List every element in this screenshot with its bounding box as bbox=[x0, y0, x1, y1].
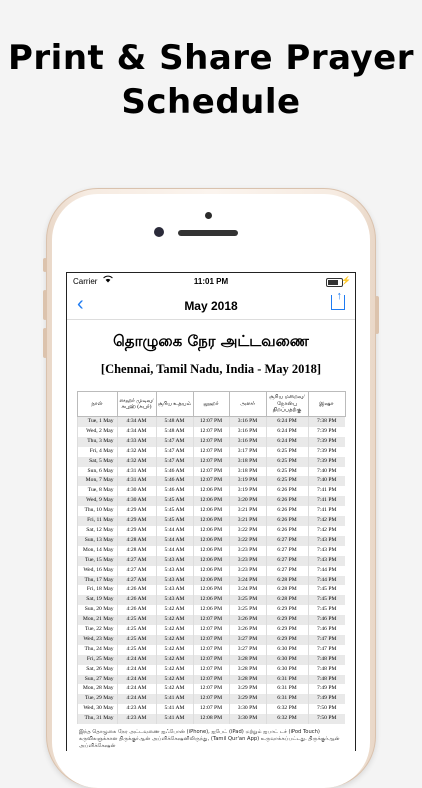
time-cell: 3:30 PM bbox=[229, 714, 266, 724]
table-row bbox=[77, 467, 345, 477]
time-cell: 5:43 AM bbox=[156, 585, 193, 595]
time-cell: 12:06 PM bbox=[193, 585, 229, 595]
time-cell: 3:27 PM bbox=[229, 645, 266, 655]
date-cell: Tue, 1 May bbox=[77, 417, 117, 427]
time-cell: 12:07 PM bbox=[193, 437, 229, 447]
time-cell: 7:49 PM bbox=[308, 694, 345, 704]
date-cell: Tue, 22 May bbox=[77, 625, 117, 635]
mute-switch bbox=[43, 258, 47, 272]
time-cell: 7:50 PM bbox=[308, 714, 345, 724]
time-cell: 4:31 AM bbox=[117, 476, 156, 486]
time-cell: 12:06 PM bbox=[193, 506, 229, 516]
time-cell: 3:30 PM bbox=[229, 704, 266, 714]
column-header: சூரிய மறைவு/ நோன்பு திறப்பதற்கு bbox=[266, 392, 308, 417]
time-cell: 7:44 PM bbox=[308, 576, 345, 586]
date-cell: Wed, 30 May bbox=[77, 704, 117, 714]
date-cell: Fri, 18 May bbox=[77, 585, 117, 595]
time-cell: 7:48 PM bbox=[308, 665, 345, 675]
time-cell: 12:07 PM bbox=[193, 645, 229, 655]
time-cell: 3:21 PM bbox=[229, 506, 266, 516]
time-cell: 7:49 PM bbox=[308, 684, 345, 694]
time-cell: 3:16 PM bbox=[229, 417, 266, 427]
table-row bbox=[77, 635, 345, 645]
time-cell: 5:43 AM bbox=[156, 556, 193, 566]
time-cell: 4:24 AM bbox=[117, 684, 156, 694]
time-cell: 7:48 PM bbox=[308, 675, 345, 685]
time-cell: 4:32 AM bbox=[117, 457, 156, 467]
time-cell: 6:25 PM bbox=[266, 467, 308, 477]
front-camera bbox=[154, 227, 164, 237]
time-cell: 6:24 PM bbox=[266, 427, 308, 437]
time-cell: 7:46 PM bbox=[308, 625, 345, 635]
volume-down-button bbox=[43, 328, 47, 358]
time-cell: 4:24 AM bbox=[117, 694, 156, 704]
time-cell: 12:06 PM bbox=[193, 546, 229, 556]
time-cell: 3:21 PM bbox=[229, 516, 266, 526]
time-cell: 3:23 PM bbox=[229, 566, 266, 576]
time-cell: 12:06 PM bbox=[193, 595, 229, 605]
time-cell: 12:07 PM bbox=[193, 694, 229, 704]
time-cell: 7:47 PM bbox=[308, 645, 345, 655]
time-cell: 3:20 PM bbox=[229, 496, 266, 506]
time-cell: 3:26 PM bbox=[229, 615, 266, 625]
time-cell: 4:31 AM bbox=[117, 467, 156, 477]
time-cell: 7:41 PM bbox=[308, 486, 345, 496]
time-cell: 6:24 PM bbox=[266, 417, 308, 427]
time-cell: 7:46 PM bbox=[308, 615, 345, 625]
table-body bbox=[77, 417, 345, 725]
date-cell: Fri, 11 May bbox=[77, 516, 117, 526]
table-row bbox=[77, 675, 345, 685]
time-cell: 5:44 AM bbox=[156, 546, 193, 556]
time-cell: 4:26 AM bbox=[117, 585, 156, 595]
time-cell: 5:42 AM bbox=[156, 605, 193, 615]
time-cell: 6:27 PM bbox=[266, 546, 308, 556]
time-cell: 7:39 PM bbox=[308, 427, 345, 437]
time-cell: 6:26 PM bbox=[266, 516, 308, 526]
time-cell: 12:08 PM bbox=[193, 714, 229, 724]
time-cell: 4:26 AM bbox=[117, 595, 156, 605]
time-cell: 7:40 PM bbox=[308, 467, 345, 477]
proximity-sensor bbox=[205, 212, 212, 219]
table-row bbox=[77, 694, 345, 704]
table-row bbox=[77, 585, 345, 595]
time-cell: 4:34 AM bbox=[117, 417, 156, 427]
time-cell: 6:28 PM bbox=[266, 585, 308, 595]
time-cell: 12:06 PM bbox=[193, 486, 229, 496]
table-row bbox=[77, 536, 345, 546]
time-cell: 12:07 PM bbox=[193, 625, 229, 635]
time-cell: 7:39 PM bbox=[308, 447, 345, 457]
time-cell: 6:26 PM bbox=[266, 486, 308, 496]
time-cell: 12:07 PM bbox=[193, 476, 229, 486]
table-row bbox=[77, 566, 345, 576]
column-header: இஷா bbox=[308, 392, 345, 417]
time-cell: 7:42 PM bbox=[308, 516, 345, 526]
time-cell: 5:47 AM bbox=[156, 447, 193, 457]
table-row bbox=[77, 665, 345, 675]
time-cell: 5:44 AM bbox=[156, 536, 193, 546]
time-cell: 5:42 AM bbox=[156, 684, 193, 694]
time-cell: 3:23 PM bbox=[229, 546, 266, 556]
time-cell: 3:24 PM bbox=[229, 576, 266, 586]
nav-title: May 2018 bbox=[184, 299, 238, 313]
time-cell: 12:06 PM bbox=[193, 576, 229, 586]
time-cell: 6:31 PM bbox=[266, 694, 308, 704]
time-cell: 3:24 PM bbox=[229, 585, 266, 595]
promo-headline bbox=[0, 36, 422, 124]
time-cell: 6:31 PM bbox=[266, 675, 308, 685]
time-cell: 7:41 PM bbox=[308, 506, 345, 516]
prayer-document bbox=[71, 320, 351, 751]
navigation-bar bbox=[67, 291, 355, 320]
time-cell: 4:29 AM bbox=[117, 526, 156, 536]
time-cell: 12:07 PM bbox=[193, 427, 229, 437]
time-cell: 4:32 AM bbox=[117, 447, 156, 457]
time-cell: 12:07 PM bbox=[193, 467, 229, 477]
time-cell: 4:29 AM bbox=[117, 516, 156, 526]
time-cell: 6:30 PM bbox=[266, 645, 308, 655]
time-cell: 3:19 PM bbox=[229, 486, 266, 496]
time-cell: 4:24 AM bbox=[117, 655, 156, 665]
time-cell: 4:24 AM bbox=[117, 665, 156, 675]
time-cell: 7:43 PM bbox=[308, 536, 345, 546]
date-cell: Mon, 21 May bbox=[77, 615, 117, 625]
time-cell: 6:26 PM bbox=[266, 506, 308, 516]
date-cell: Mon, 7 May bbox=[77, 476, 117, 486]
date-cell: Sat, 19 May bbox=[77, 595, 117, 605]
time-cell: 6:26 PM bbox=[266, 526, 308, 536]
time-cell: 7:43 PM bbox=[308, 546, 345, 556]
date-cell: Sun, 6 May bbox=[77, 467, 117, 477]
table-row bbox=[77, 457, 345, 467]
time-cell: 7:45 PM bbox=[308, 585, 345, 595]
time-cell: 6:27 PM bbox=[266, 556, 308, 566]
date-cell: Tue, 15 May bbox=[77, 556, 117, 566]
table-row bbox=[77, 447, 345, 457]
time-cell: 6:29 PM bbox=[266, 635, 308, 645]
time-cell: 6:27 PM bbox=[266, 566, 308, 576]
time-cell: 3:28 PM bbox=[229, 665, 266, 675]
column-header: சூரிய உதயம் bbox=[156, 392, 193, 417]
date-cell: Mon, 28 May bbox=[77, 684, 117, 694]
time-cell: 12:07 PM bbox=[193, 635, 229, 645]
time-cell: 6:28 PM bbox=[266, 595, 308, 605]
time-cell: 4:23 AM bbox=[117, 714, 156, 724]
time-cell: 5:41 AM bbox=[156, 704, 193, 714]
document-title: தொழுகை நேர அட்டவணை bbox=[113, 332, 309, 350]
table-row bbox=[77, 615, 345, 625]
table-header-row bbox=[77, 392, 345, 417]
date-cell: Wed, 16 May bbox=[77, 566, 117, 576]
time-cell: 7:39 PM bbox=[308, 437, 345, 447]
time-cell: 12:07 PM bbox=[193, 615, 229, 625]
time-cell: 6:28 PM bbox=[266, 576, 308, 586]
date-cell: Wed, 9 May bbox=[77, 496, 117, 506]
table-row bbox=[77, 476, 345, 486]
table-row bbox=[77, 714, 345, 724]
time-cell: 12:07 PM bbox=[193, 655, 229, 665]
table-row bbox=[77, 605, 345, 615]
date-cell: Wed, 2 May bbox=[77, 427, 117, 437]
date-cell: Mon, 14 May bbox=[77, 546, 117, 556]
time-cell: 5:45 AM bbox=[156, 506, 193, 516]
date-cell: Fri, 25 May bbox=[77, 655, 117, 665]
document-subtitle: [Chennai, Tamil Nadu, India - May 2018] bbox=[100, 362, 322, 376]
time-cell: 5:47 AM bbox=[156, 457, 193, 467]
prayer-times-table bbox=[77, 391, 346, 724]
time-cell: 7:42 PM bbox=[308, 526, 345, 536]
time-cell: 6:30 PM bbox=[266, 655, 308, 665]
time-cell: 5:48 AM bbox=[156, 417, 193, 427]
time-cell: 6:32 PM bbox=[266, 714, 308, 724]
date-cell: Sun, 27 May bbox=[77, 675, 117, 685]
time-cell: 5:42 AM bbox=[156, 645, 193, 655]
time-cell: 6:29 PM bbox=[266, 605, 308, 615]
time-cell: 7:40 PM bbox=[308, 476, 345, 486]
time-cell: 6:25 PM bbox=[266, 457, 308, 467]
time-cell: 12:06 PM bbox=[193, 556, 229, 566]
time-cell: 4:26 AM bbox=[117, 605, 156, 615]
date-cell: Thu, 3 May bbox=[77, 437, 117, 447]
date-cell: Sun, 20 May bbox=[77, 605, 117, 615]
time-cell: 5:42 AM bbox=[156, 675, 193, 685]
time-cell: 4:23 AM bbox=[117, 704, 156, 714]
table-row bbox=[77, 576, 345, 586]
time-cell: 4:33 AM bbox=[117, 437, 156, 447]
time-cell: 12:06 PM bbox=[193, 496, 229, 506]
time-cell: 4:30 AM bbox=[117, 486, 156, 496]
time-cell: 4:28 AM bbox=[117, 536, 156, 546]
status-time: 11:01 PM bbox=[193, 277, 229, 286]
time-cell: 12:07 PM bbox=[193, 675, 229, 685]
time-cell: 4:25 AM bbox=[117, 635, 156, 645]
time-cell: 4:24 AM bbox=[117, 675, 156, 685]
time-cell: 7:41 PM bbox=[308, 496, 345, 506]
time-cell: 5:46 AM bbox=[156, 486, 193, 496]
table-row bbox=[77, 595, 345, 605]
table-row bbox=[77, 625, 345, 635]
time-cell: 6:32 PM bbox=[266, 704, 308, 714]
time-cell: 4:30 AM bbox=[117, 496, 156, 506]
table-row bbox=[77, 496, 345, 506]
time-cell: 4:28 AM bbox=[117, 546, 156, 556]
time-cell: 3:28 PM bbox=[229, 675, 266, 685]
time-cell: 5:47 AM bbox=[156, 437, 193, 447]
time-cell: 6:30 PM bbox=[266, 665, 308, 675]
time-cell: 7:39 PM bbox=[308, 457, 345, 467]
time-cell: 12:07 PM bbox=[193, 417, 229, 427]
time-cell: 3:28 PM bbox=[229, 655, 266, 665]
time-cell: 12:07 PM bbox=[193, 447, 229, 457]
time-cell: 12:06 PM bbox=[193, 605, 229, 615]
time-cell: 3:29 PM bbox=[229, 684, 266, 694]
time-cell: 6:31 PM bbox=[266, 684, 308, 694]
time-cell: 7:38 PM bbox=[308, 417, 345, 427]
charging-bolt-icon: ⚡ bbox=[341, 276, 351, 285]
time-cell: 6:25 PM bbox=[266, 447, 308, 457]
time-cell: 6:27 PM bbox=[266, 536, 308, 546]
time-cell: 3:18 PM bbox=[229, 457, 266, 467]
time-cell: 6:29 PM bbox=[266, 615, 308, 625]
time-cell: 5:44 AM bbox=[156, 526, 193, 536]
table-row bbox=[77, 516, 345, 526]
table-row bbox=[77, 556, 345, 566]
volume-up-button bbox=[43, 290, 47, 320]
time-cell: 7:45 PM bbox=[308, 595, 345, 605]
time-cell: 12:06 PM bbox=[193, 536, 229, 546]
time-cell: 3:18 PM bbox=[229, 467, 266, 477]
time-cell: 5:41 AM bbox=[156, 694, 193, 704]
table-row bbox=[77, 645, 345, 655]
date-cell: Wed, 23 May bbox=[77, 635, 117, 645]
headline-line-1: Print & Share Prayer bbox=[8, 38, 414, 78]
document-footnote: இந்த தொழுகை நேர அட்டவணை ஐஃபோன் (iPhone), ஐபேட் (iPad) மற்றும் ஐபாட் டச் (iPod Touch) கருவிகளுக்கான திருக்குர்ஆன் அப்ளிக்கேஷனிலிருந்து, (Tamil Qur'an App) உருவாக்கப்பட்டது. திருக்குர்ஆன் அப்ளிக்கேஷன் bbox=[79, 729, 340, 750]
time-cell: 3:19 PM bbox=[229, 476, 266, 486]
table-row bbox=[77, 486, 345, 496]
time-cell: 4:27 AM bbox=[117, 566, 156, 576]
time-cell: 3:23 PM bbox=[229, 556, 266, 566]
column-header: ஸஹர் முடிவு/ சுபுஹ் (சுபுர்) bbox=[117, 392, 156, 417]
date-cell: Thu, 10 May bbox=[77, 506, 117, 516]
time-cell: 3:29 PM bbox=[229, 694, 266, 704]
share-arrow-icon[interactable]: ↑ bbox=[336, 290, 342, 302]
time-cell: 4:34 AM bbox=[117, 427, 156, 437]
time-cell: 4:29 AM bbox=[117, 506, 156, 516]
time-cell: 5:42 AM bbox=[156, 655, 193, 665]
carrier-label: Carrier bbox=[73, 277, 98, 286]
time-cell: 4:25 AM bbox=[117, 615, 156, 625]
date-cell: Sun, 13 May bbox=[77, 536, 117, 546]
time-cell: 6:26 PM bbox=[266, 496, 308, 506]
time-cell: 5:43 AM bbox=[156, 566, 193, 576]
time-cell: 7:44 PM bbox=[308, 566, 345, 576]
time-cell: 4:25 AM bbox=[117, 625, 156, 635]
time-cell: 3:25 PM bbox=[229, 605, 266, 615]
time-cell: 12:06 PM bbox=[193, 566, 229, 576]
date-cell: Thu, 17 May bbox=[77, 576, 117, 586]
date-cell: Sat, 12 May bbox=[77, 526, 117, 536]
time-cell: 3:26 PM bbox=[229, 625, 266, 635]
time-cell: 5:45 AM bbox=[156, 496, 193, 506]
time-cell: 3:16 PM bbox=[229, 427, 266, 437]
time-cell: 12:07 PM bbox=[193, 704, 229, 714]
earpiece-speaker bbox=[178, 230, 238, 236]
time-cell: 3:22 PM bbox=[229, 526, 266, 536]
time-cell: 5:43 AM bbox=[156, 595, 193, 605]
date-cell: Tue, 8 May bbox=[77, 486, 117, 496]
time-cell: 4:27 AM bbox=[117, 556, 156, 566]
table-row bbox=[77, 437, 345, 447]
time-cell: 3:25 PM bbox=[229, 595, 266, 605]
time-cell: 5:46 AM bbox=[156, 467, 193, 477]
time-cell: 12:07 PM bbox=[193, 684, 229, 694]
share-icon[interactable] bbox=[331, 295, 345, 310]
time-cell: 5:42 AM bbox=[156, 635, 193, 645]
time-cell: 6:29 PM bbox=[266, 625, 308, 635]
time-cell: 5:48 AM bbox=[156, 427, 193, 437]
time-cell: 12:07 PM bbox=[193, 457, 229, 467]
column-header: அஸர் bbox=[229, 392, 266, 417]
time-cell: 3:22 PM bbox=[229, 536, 266, 546]
time-cell: 12:06 PM bbox=[193, 516, 229, 526]
headline-line-2: Schedule bbox=[121, 82, 301, 122]
time-cell: 5:42 AM bbox=[156, 615, 193, 625]
time-cell: 7:47 PM bbox=[308, 635, 345, 645]
date-cell: Sat, 5 May bbox=[77, 457, 117, 467]
power-button bbox=[375, 296, 379, 334]
time-cell: 5:42 AM bbox=[156, 625, 193, 635]
time-cell: 5:43 AM bbox=[156, 576, 193, 586]
time-cell: 4:25 AM bbox=[117, 645, 156, 655]
table-row bbox=[77, 704, 345, 714]
date-cell: Sat, 26 May bbox=[77, 665, 117, 675]
time-cell: 5:42 AM bbox=[156, 665, 193, 675]
time-cell: 7:50 PM bbox=[308, 704, 345, 714]
time-cell: 6:24 PM bbox=[266, 437, 308, 447]
date-cell: Thu, 24 May bbox=[77, 645, 117, 655]
date-cell: Fri, 4 May bbox=[77, 447, 117, 457]
back-chevron-icon[interactable]: ‹ bbox=[77, 293, 84, 315]
table-row bbox=[77, 684, 345, 694]
table-row bbox=[77, 506, 345, 516]
column-header: லுஹர் bbox=[193, 392, 229, 417]
table-row bbox=[77, 417, 345, 427]
time-cell: 5:41 AM bbox=[156, 714, 193, 724]
time-cell: 5:45 AM bbox=[156, 516, 193, 526]
time-cell: 5:46 AM bbox=[156, 476, 193, 486]
table-row bbox=[77, 655, 345, 665]
time-cell: 12:06 PM bbox=[193, 526, 229, 536]
time-cell: 7:45 PM bbox=[308, 605, 345, 615]
column-header: நாள் bbox=[77, 392, 117, 417]
table-row bbox=[77, 427, 345, 437]
time-cell: 3:16 PM bbox=[229, 437, 266, 447]
table-row bbox=[77, 546, 345, 556]
time-cell: 6:25 PM bbox=[266, 476, 308, 486]
status-bar bbox=[67, 273, 355, 291]
app-screen bbox=[66, 272, 356, 751]
time-cell: 7:43 PM bbox=[308, 556, 345, 566]
time-cell: 3:17 PM bbox=[229, 447, 266, 457]
time-cell: 12:07 PM bbox=[193, 665, 229, 675]
date-cell: Tue, 29 May bbox=[77, 694, 117, 704]
time-cell: 4:27 AM bbox=[117, 576, 156, 586]
date-cell: Thu, 31 May bbox=[77, 714, 117, 724]
time-cell: 3:27 PM bbox=[229, 635, 266, 645]
time-cell: 7:48 PM bbox=[308, 655, 345, 665]
table-row bbox=[77, 526, 345, 536]
